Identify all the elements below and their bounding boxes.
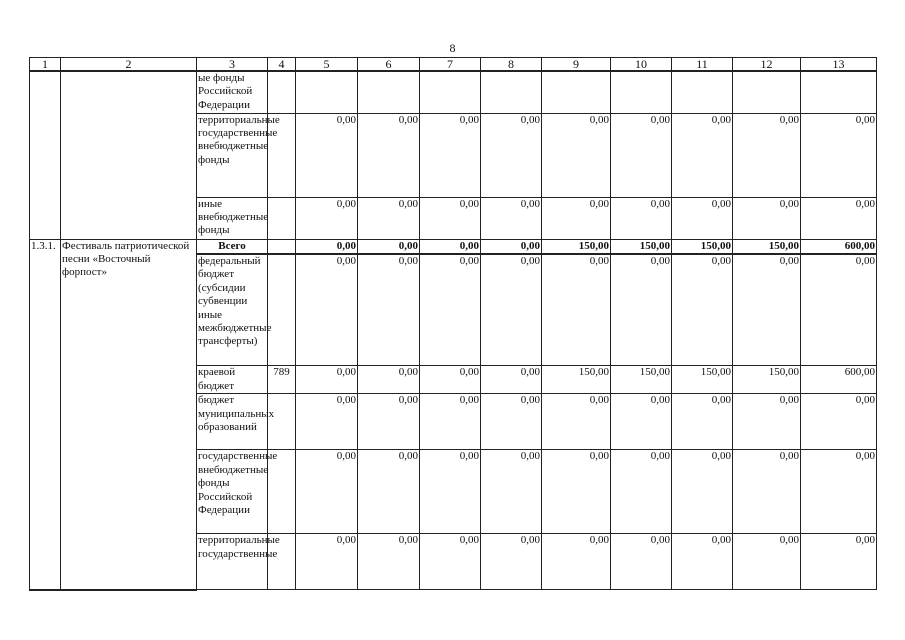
value-cell: 0,00 <box>358 113 420 197</box>
value-cell: 0,00 <box>481 113 542 197</box>
value-cell: 0,00 <box>611 450 672 534</box>
value-cell: 0,00 <box>733 254 801 366</box>
value-cell: 0,00 <box>296 113 358 197</box>
value-cell: 0,00 <box>296 366 358 394</box>
column-header: 13 <box>801 58 877 72</box>
column-header: 6 <box>358 58 420 72</box>
value-cell: 0,00 <box>420 239 481 254</box>
value-cell: 0,00 <box>296 239 358 254</box>
budget-table <box>29 57 877 591</box>
funding-source: федеральный бюджет (субсидии субвенции иные межбюджетные трансферты) <box>197 254 268 366</box>
value-cell: 0,00 <box>733 394 801 450</box>
value-cell: 0,00 <box>358 254 420 366</box>
value-cell: 0,00 <box>358 534 420 590</box>
value-cell: 0,00 <box>481 254 542 366</box>
value-cell <box>611 71 672 113</box>
value-cell: 0,00 <box>672 534 733 590</box>
value-cell: 0,00 <box>358 239 420 254</box>
value-cell <box>420 71 481 113</box>
column-header: 2 <box>61 58 197 72</box>
value-cell <box>358 71 420 113</box>
value-cell <box>801 71 877 113</box>
value-cell: 0,00 <box>611 113 672 197</box>
value-cell: 0,00 <box>296 534 358 590</box>
value-cell: 0,00 <box>801 113 877 197</box>
value-cell: 0,00 <box>296 197 358 239</box>
value-cell: 150,00 <box>672 239 733 254</box>
event-number-cell <box>30 71 61 239</box>
value-cell <box>542 71 611 113</box>
value-cell: 0,00 <box>733 113 801 197</box>
column-header: 10 <box>611 58 672 72</box>
value-cell: 0,00 <box>733 450 801 534</box>
value-cell: 0,00 <box>542 254 611 366</box>
funding-source: бюджет муниципальных образований <box>197 394 268 450</box>
value-cell: 0,00 <box>420 113 481 197</box>
value-cell: 0,00 <box>420 254 481 366</box>
funding-source: территориальные государственные <box>197 534 268 590</box>
value-cell: 600,00 <box>801 366 877 394</box>
value-cell <box>733 71 801 113</box>
value-cell: 0,00 <box>672 113 733 197</box>
value-cell: 0,00 <box>801 450 877 534</box>
value-cell: 150,00 <box>542 366 611 394</box>
value-cell: 150,00 <box>542 239 611 254</box>
value-cell <box>672 71 733 113</box>
value-cell: 0,00 <box>481 197 542 239</box>
value-cell: 0,00 <box>358 366 420 394</box>
value-cell: 0,00 <box>611 254 672 366</box>
budget-code <box>268 71 296 113</box>
value-cell: 0,00 <box>481 366 542 394</box>
budget-code <box>268 450 296 534</box>
value-cell: 0,00 <box>672 254 733 366</box>
funding-source: территориальные государственные внебюджетные фонды <box>197 113 268 197</box>
value-cell: 0,00 <box>420 394 481 450</box>
value-cell: 0,00 <box>542 534 611 590</box>
value-cell: 0,00 <box>420 197 481 239</box>
column-number-row <box>30 58 877 72</box>
budget-code <box>268 239 296 254</box>
value-cell: 150,00 <box>672 366 733 394</box>
event-name: Фестиваль патриотической песни «Восточный форпост» <box>61 239 197 590</box>
value-cell: 0,00 <box>801 394 877 450</box>
value-cell: 0,00 <box>672 450 733 534</box>
value-cell: 150,00 <box>733 239 801 254</box>
value-cell: 0,00 <box>296 254 358 366</box>
value-cell: 0,00 <box>358 394 420 450</box>
value-cell: 0,00 <box>420 534 481 590</box>
budget-code <box>268 197 296 239</box>
value-cell: 0,00 <box>733 197 801 239</box>
value-cell: 150,00 <box>611 239 672 254</box>
value-cell: 0,00 <box>296 394 358 450</box>
value-cell: 0,00 <box>801 534 877 590</box>
value-cell: 0,00 <box>672 197 733 239</box>
value-cell: 150,00 <box>733 366 801 394</box>
column-header: 9 <box>542 58 611 72</box>
event-number: 1.3.1. <box>30 239 61 590</box>
funding-source: иные внебюджетные фонды <box>197 197 268 239</box>
column-header: 8 <box>481 58 542 72</box>
value-cell: 0,00 <box>801 254 877 366</box>
budget-code <box>268 254 296 366</box>
value-cell: 0,00 <box>296 450 358 534</box>
funding-source: Всего <box>197 239 268 254</box>
total-row <box>30 239 877 254</box>
funding-source: государственные внебюджетные фонды Российской Федерации <box>197 450 268 534</box>
value-cell: 0,00 <box>733 534 801 590</box>
column-header: 5 <box>296 58 358 72</box>
budget-code <box>268 394 296 450</box>
column-header: 12 <box>733 58 801 72</box>
value-cell: 0,00 <box>542 197 611 239</box>
value-cell: 0,00 <box>481 394 542 450</box>
value-cell: 0,00 <box>611 534 672 590</box>
value-cell: 0,00 <box>420 450 481 534</box>
value-cell: 0,00 <box>358 197 420 239</box>
column-header: 11 <box>672 58 733 72</box>
page-number: 8 <box>449 41 456 55</box>
funding-source-row <box>30 71 877 113</box>
value-cell: 600,00 <box>801 239 877 254</box>
column-header: 1 <box>30 58 61 72</box>
budget-code: 789 <box>268 366 296 394</box>
value-cell: 0,00 <box>481 239 542 254</box>
value-cell <box>296 71 358 113</box>
value-cell: 0,00 <box>420 366 481 394</box>
value-cell: 0,00 <box>611 197 672 239</box>
value-cell: 0,00 <box>358 450 420 534</box>
value-cell: 0,00 <box>611 394 672 450</box>
funding-source: ые фонды Российской Федерации <box>197 71 268 113</box>
value-cell: 0,00 <box>672 394 733 450</box>
value-cell: 0,00 <box>481 534 542 590</box>
column-header: 3 <box>197 58 268 72</box>
value-cell: 0,00 <box>481 450 542 534</box>
value-cell <box>481 71 542 113</box>
column-header: 4 <box>268 58 296 72</box>
value-cell: 0,00 <box>542 450 611 534</box>
value-cell: 150,00 <box>611 366 672 394</box>
event-name-cell <box>61 71 197 239</box>
value-cell: 0,00 <box>801 197 877 239</box>
value-cell: 0,00 <box>542 394 611 450</box>
funding-source: краевой бюджет <box>197 366 268 394</box>
value-cell: 0,00 <box>542 113 611 197</box>
column-header: 7 <box>420 58 481 72</box>
